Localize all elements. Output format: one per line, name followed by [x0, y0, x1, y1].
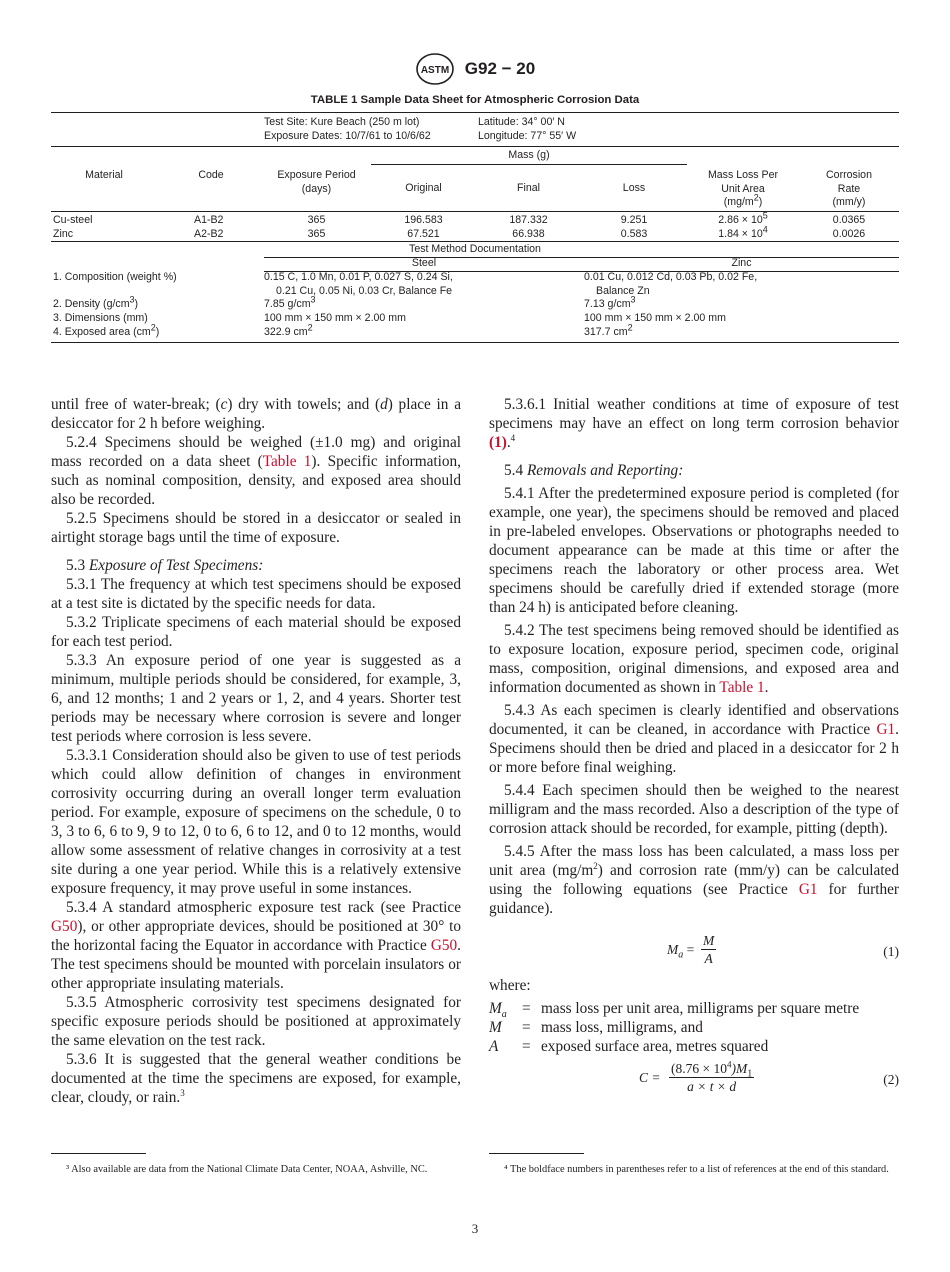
col-code: Code — [198, 169, 224, 181]
section-5-4-heading: 5.4 Removals and Reporting: — [504, 462, 684, 479]
right-column — [489, 395, 899, 1100]
section-5-3-heading: 5.3 Exposure of Test Specimens: — [66, 557, 264, 574]
latitude: Latitude: 34° 00′ N — [478, 116, 565, 128]
logo-text: ASTM — [420, 65, 449, 76]
g50-link[interactable]: G50 — [430, 937, 458, 954]
longitude: Longitude: 77° 55′ W — [478, 130, 577, 142]
col-final: Final — [517, 182, 540, 194]
definition-row: A = exposed surface area, metres squared — [489, 1038, 769, 1055]
definition-row: $M_a$ = mass loss per unit area, milligrams per square metre — [489, 1000, 860, 1021]
col-original: Original — [405, 182, 442, 194]
table-title: TABLE 1 Sample Data Sheet for Atmospheric Corrosion Data — [310, 94, 640, 106]
equation-2: C = $\frac{(8.76 \times 10^4)M_1}{a \times t \times d}$ (2) — [639, 1059, 899, 1094]
col-mass-loss-per-area: Mass Loss Per Unit Area $(mg/m^2)$ — [707, 169, 779, 209]
paragraph-5-2-5: 5.2.5 Specimens should be stored in a desiccator or sealed in airtight storage bags until the time of exposure. — [51, 510, 461, 546]
left-column — [51, 395, 461, 1107]
mass-header: Mass (g) — [508, 149, 550, 161]
footnote-4: ⁴ The boldface numbers in parentheses refer to a list of references at the end of this standard. — [504, 1164, 889, 1175]
paragraph-5-4-5: 5.4.5 After the mass loss has been calculated, a mass loss per unit area $(mg/m^2)$ and corrosion rate (mm/y) can be calculated using the following equations (see Practice G1 for further guidance). — [489, 843, 900, 917]
steel-area: 322.9 $cm^2$ — [264, 322, 313, 338]
paragraph-5-3-1: 5.3.1 The frequency at which test specimens should be exposed at a test site is dictated by the specific needs for data. — [51, 576, 461, 612]
equation-number: (1) — [883, 944, 899, 959]
zinc-density: 7.13 $g/cm^3$ — [584, 294, 636, 310]
table-1-link[interactable]: Table 1 — [719, 679, 765, 696]
paragraph-5-2-4: 5.2.4 Specimens should be weighed (±1.0 mg) and original mass recorded on a data sheet (Table 1). Specific information, such as nominal composition, density, and exposed area should also be recorded. — [51, 434, 461, 508]
col-corrosion-rate: Corrosion Rate (mm/y) — [826, 169, 872, 209]
steel-composition: 0.15 C, 1.0 Mn, 0.01 P, 0.027 S, 0.24 Si, 0.21 Cu, 0.05 Ni, 0.03 Cr, Balance Fe — [264, 271, 453, 297]
zinc-composition: 0.01 Cu, 0.012 Cd, 0.03 Pb, 0.02 Fe, Balance Zn — [584, 271, 758, 297]
g1-link[interactable]: G1 — [798, 881, 818, 898]
definition-row: M = mass loss, milligrams, and — [489, 1019, 703, 1036]
exposure-dates: Exposure Dates: 10/7/61 to 10/6/62 — [264, 130, 431, 142]
table-1-link[interactable]: Table 1 — [262, 453, 312, 470]
paragraph-5-4-1: 5.4.1 After the predetermined exposure period is completed (for example, one year), the specimens should be removed and placed in pre-labeled envelopes. Observations or photographs needed to document appearance can be made at this time or after the specimens reach the laboratory or other process area. Wet specimens should be carefully dried if extended storage (more than 24 h) is anticipated before cleaning. — [489, 485, 899, 616]
g50-link[interactable]: G50 — [51, 918, 78, 935]
paragraph-5-3-6: 5.3.6 It is suggested that the general weather conditions be documented at the time the specimens are exposed, for example, clear, cloudy, or rain.$^3$ — [51, 1051, 461, 1106]
area-label: 4. Exposed area $(cm^2)$ — [53, 322, 160, 338]
col-loss: Loss — [622, 182, 646, 194]
paragraph-5-4-2: 5.4.2 The test specimens being removed should be identified as to exposure location, exposure period, specimen code, original mass, composition, original dimensions, and exposed area and information documented as shown in Table 1. — [489, 622, 899, 696]
dimensions-label: 3. Dimensions (mm) — [53, 312, 148, 324]
paragraph-5-3-6-1: 5.3.6.1 Initial weather conditions at time of exposure of test specimens may have an effect on long term corrosion behavior (1).$^4$ — [489, 396, 899, 451]
variable-definitions — [489, 999, 899, 1056]
doc-zinc: Zinc — [731, 257, 752, 269]
designation: G92 − 20 — [464, 59, 536, 78]
where-label: where: — [489, 977, 531, 994]
page-header — [0, 52, 950, 86]
steel-density: 7.85 $g/cm^3$ — [264, 294, 316, 310]
footnote-3: ³ Also available are data from the National Climate Data Center, NOAA, Ashville, NC. — [66, 1164, 428, 1175]
doc-title: Test Method Documentation — [409, 243, 541, 255]
paragraph-5-3-5: 5.3.5 Atmospheric corrosivity test specimens designated for specific exposure periods should be positioned at approximately the same elevation on the test rack. — [51, 994, 461, 1049]
composition-label: 1. Composition (weight %) — [53, 271, 177, 283]
reference-1-link[interactable]: (1) — [489, 434, 507, 451]
paragraph: until free of water-break; (c) dry with towels; and (d) place in a desiccator for 2 h before weighing. — [51, 396, 461, 432]
page-number: 3 — [471, 1221, 479, 1236]
paragraph-5-3-4: 5.3.4 A standard atmospheric exposure test rack (see Practice G50), or other appropriate devices, should be positioned at 30° to the horizontal facing the Equator in accordance with Practice G50. The test specimens should be mounted with porcelain insulators or other appropriate insulating materials. — [51, 899, 461, 992]
g1-link[interactable]: G1 — [876, 721, 896, 738]
col-exposure: Exposure Period (days) — [277, 169, 356, 195]
paragraph-5-4-3: 5.4.3 As each specimen is clearly identified and observations documented, it can be cleaned, in accordance with Practice G1. Specimens should then be dried and placed in a desiccator for 2 h or more before final weighing. — [489, 702, 899, 776]
col-material: Material — [85, 169, 123, 181]
paragraph-5-3-3: 5.3.3 An exposure period of one year is suggested as a minimum, multiple periods should be considered, for example, 3, 6, and 12 months; 1 and 2 years or 1, 2, and 4 years. Shorter test periods may be necessary where corrosion is severe and longer test periods where corrosion is less severe. — [51, 652, 461, 745]
astm-logo-icon — [415, 52, 455, 86]
equation-1: $M_a$ = $\frac{M}{A}$ (1) — [667, 933, 899, 966]
density-label: 2. Density $(g/cm^3)$ — [53, 294, 139, 310]
zinc-area: 317.7 $cm^2$ — [584, 322, 633, 338]
footnote-3-marker: 3 — [180, 1087, 185, 1098]
zinc-dimensions: 100 mm × 150 mm × 2.00 mm — [584, 312, 726, 324]
steel-dimensions: 100 mm × 150 mm × 2.00 mm — [264, 312, 406, 324]
doc-steel: Steel — [411, 257, 437, 269]
footnote-4-marker: 4 — [510, 432, 516, 443]
test-site: Test Site: Kure Beach (250 m lot) — [264, 116, 420, 128]
equation-number: (2) — [883, 1072, 899, 1087]
paragraph-5-3-3-1: 5.3.3.1 Consideration should also be given to use of test periods which could allow definition of changes in environment corrosivity occurring during an overall longer term evaluation period. For example, exposure of specimens on the schedule, 0 to 3, 3 to 6, 6 to 9, 9 to 12, 0 to 6, 6 to 12, and 0 to 12 months, would allow some assessment of relative changes in corrosivity at a test site during a one year period. While this is a relatively extensive exposure frequency, it may prove useful in some instances. — [51, 747, 461, 897]
paragraph-5-3-2: 5.3.2 Triplicate specimens of each material should be exposed for each test period. — [51, 614, 461, 650]
paragraph-5-4-4: 5.4.4 Each specimen should then be weighed to the nearest milligram and the mass recorded. Also a description of the type of corrosion attack should be recorded, for example, pitting (depth). — [489, 782, 899, 837]
